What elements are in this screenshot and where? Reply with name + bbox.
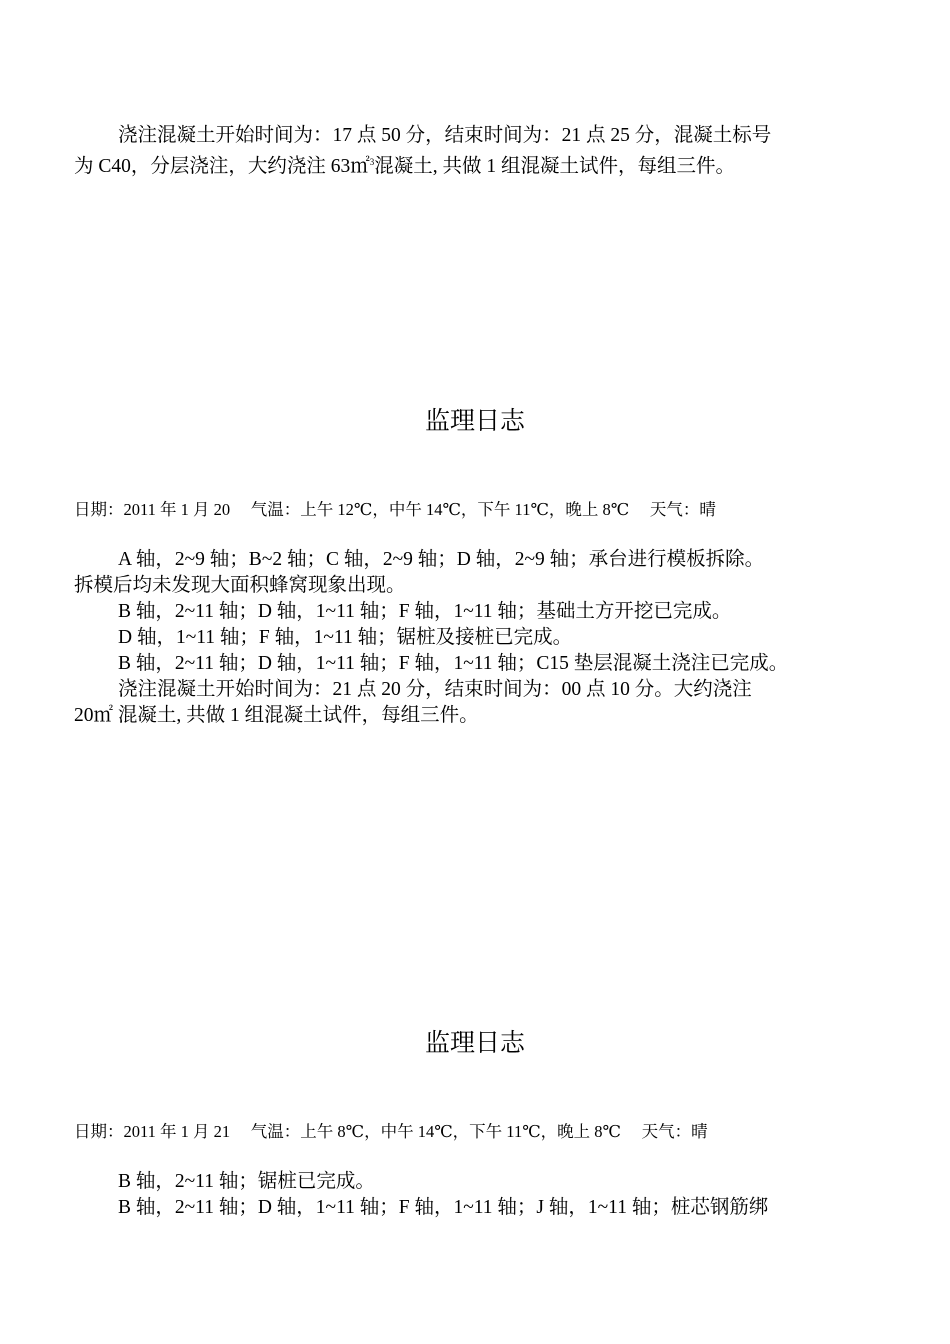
paragraph-text: 混凝土, 共做 1 组混凝土试件，每组三件。 bbox=[374, 156, 736, 177]
paragraph-text: 为 C40，分层浇注，大约浇注 63㎡ bbox=[74, 156, 370, 177]
superscript: 3 bbox=[369, 157, 375, 167]
log-title: 监理日志 bbox=[424, 1030, 525, 1057]
log-date-weather: 日期：2011 年 1 月 21 气温：上午 8℃，中午 14℃，下午 11℃，晚上 8℃ 天气：晴 bbox=[74, 1122, 708, 1141]
paragraph-line: B 轴，2~11 轴；D 轴，1~11 轴；F 轴，1~11 轴；基础土方开挖已完成。 bbox=[118, 601, 732, 622]
concrete-pour-paragraph bbox=[74, 123, 874, 175]
paragraph-line: 浇注混凝土开始时间为：21 点 20 分，结束时间为：00 点 10 分。大约浇注 bbox=[118, 679, 752, 700]
paragraph-line bbox=[74, 149, 874, 175]
paragraph-line: 浇注混凝土开始时间为：17 点 50 分，结束时间为：21 点 25 分，混凝土标号 bbox=[118, 125, 772, 146]
log-date-weather: 日期：2011 年 1 月 20 气温：上午 12℃，中午 14℃，下午 11℃，晚上 8℃ 天气：晴 bbox=[74, 500, 716, 519]
paragraph-line: 20㎡ 混凝土, 共做 1 组混凝土试件，每组三件。 bbox=[74, 705, 479, 726]
paragraph-line: 拆模后均未发现大面积蜂窝现象出现。 bbox=[74, 575, 406, 596]
paragraph-line: A 轴，2~9 轴；B~2 轴；C 轴，2~9 轴；D 轴，2~9 轴；承台进行模板拆除。 bbox=[118, 549, 765, 570]
log-title: 监理日志 bbox=[424, 408, 525, 435]
paragraph-line: B 轴，2~11 轴；锯桩已完成。 bbox=[118, 1171, 375, 1192]
log-body bbox=[74, 547, 874, 729]
paragraph-line: B 轴，2~11 轴；D 轴，1~11 轴；F 轴，1~11 轴；C15 垫层混凝土浇注已完成。 bbox=[118, 653, 789, 674]
log-body bbox=[74, 1169, 874, 1221]
paragraph-line: D 轴，1~11 轴；F 轴，1~11 轴；锯桩及接桩已完成。 bbox=[118, 627, 573, 648]
paragraph-line: B 轴，2~11 轴；D 轴，1~11 轴；F 轴，1~11 轴；J 轴，1~11 轴；桩芯钢筋绑 bbox=[118, 1197, 769, 1218]
